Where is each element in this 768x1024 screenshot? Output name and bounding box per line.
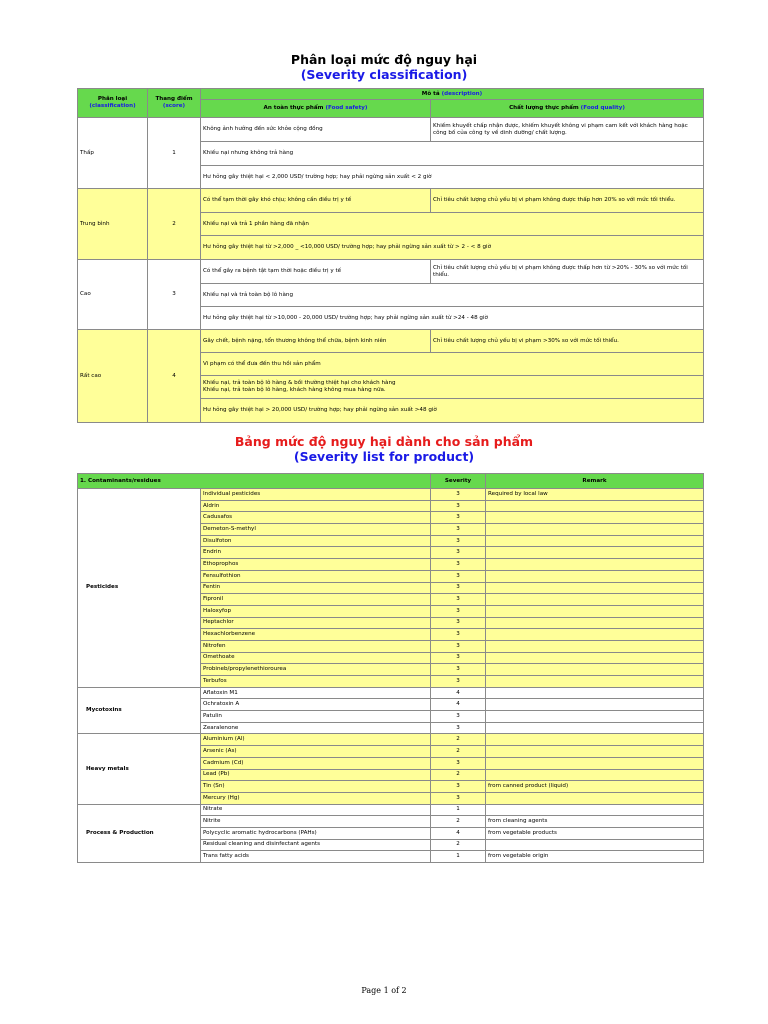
- item-name: Cadusafos: [201, 512, 431, 524]
- item-remark: [486, 734, 704, 746]
- item-name: Ethoprophos: [201, 559, 431, 571]
- item-severity: 3: [431, 676, 486, 688]
- item-name: Residual cleaning and disinfectant agents: [201, 839, 431, 851]
- desc-safety: Không ảnh hưởng đến sức khỏe cộng đồng: [201, 118, 431, 142]
- item-name: Fensulfothion: [201, 570, 431, 582]
- item-name: Nitrofen: [201, 640, 431, 652]
- item-name: Zearalenone: [201, 722, 431, 734]
- item-remark: from cleaning agents: [486, 816, 704, 828]
- item-name: Individual pesticides: [201, 489, 431, 501]
- item-remark: [486, 500, 704, 512]
- item-name: Arsenic (As): [201, 746, 431, 758]
- group-name: Process & Production: [78, 804, 201, 862]
- item-severity: 2: [431, 746, 486, 758]
- desc-quality: Khiếm khuyết chấp nhận được, khiếm khuyết không vi phạm cam kết với khách hàng hoặc công bố của công ty về dinh dưỡng/ chất lượng.: [431, 118, 704, 142]
- item-remark: [486, 722, 704, 734]
- header-severity: Severity: [431, 474, 486, 489]
- item-remark: from vegetable origin: [486, 851, 704, 863]
- item-remark: [486, 687, 704, 699]
- header-score: Thang điểm (score): [148, 89, 201, 118]
- item-remark: [486, 757, 704, 769]
- item-remark: from canned product (liquid): [486, 781, 704, 793]
- item-remark: [486, 804, 704, 816]
- item-name: Demeton-S-methyl: [201, 524, 431, 536]
- header-food-quality: Chất lượng thực phẩm (Food quality): [431, 100, 704, 118]
- item-remark: [486, 640, 704, 652]
- item-severity: 3: [431, 535, 486, 547]
- item-severity: 3: [431, 489, 486, 501]
- item-remark: [486, 652, 704, 664]
- item-name: Heptachlor: [201, 617, 431, 629]
- item-remark: [486, 524, 704, 536]
- item-remark: [486, 664, 704, 676]
- header-classification: Phân loại (classification): [78, 89, 148, 118]
- item-name: Aflatoxin M1: [201, 687, 431, 699]
- item-name: Disulfoton: [201, 535, 431, 547]
- page-footer: Page 1 of 2: [361, 986, 407, 995]
- item-severity: 3: [431, 781, 486, 793]
- item-severity: 3: [431, 582, 486, 594]
- item-severity: 3: [431, 617, 486, 629]
- group-name: Heavy metals: [78, 734, 201, 804]
- severity-classification-table: [77, 88, 704, 423]
- desc-complaint: Khiếu nại nhưng không trả hàng: [201, 142, 704, 166]
- table-row: [78, 734, 704, 746]
- desc-damage: Hư hỏng gây thiệt hại từ >10,000 - 20,000 USD/ trường hợp; hay phải ngừng sản xuất từ >24 - 48 giờ: [201, 307, 704, 330]
- item-remark: [486, 547, 704, 559]
- class-low: Thấp: [78, 118, 148, 189]
- score-low: 1: [148, 118, 201, 189]
- table-row: [78, 489, 704, 501]
- desc-quality: Chỉ tiêu chất lượng chủ yếu bị vi phạm không được thấp hơn từ >20% - 30% so với mức tối thiểu.: [431, 260, 704, 284]
- item-severity: 1: [431, 851, 486, 863]
- class-very-high: Rất cao: [78, 330, 148, 423]
- page-title-en: (Severity classification): [300, 67, 468, 82]
- header-description: Mô tả (description): [201, 89, 704, 100]
- item-name: Aldrin: [201, 500, 431, 512]
- section-title: Bảng mức độ nguy hại dành cho sản phẩm: [234, 434, 534, 449]
- item-remark: [486, 605, 704, 617]
- item-severity: 3: [431, 757, 486, 769]
- item-remark: [486, 512, 704, 524]
- item-severity: 3: [431, 652, 486, 664]
- item-severity: 4: [431, 687, 486, 699]
- desc-quality: Chỉ tiêu chất lượng chủ yếu bị vi phạm >30% so với mức tối thiểu.: [431, 330, 704, 353]
- desc-complaint: Khiếu nại và trả 1 phần hàng đã nhận: [201, 213, 704, 236]
- item-severity: 2: [431, 769, 486, 781]
- group-name: Mycotoxins: [78, 687, 201, 734]
- desc-damage: Hư hỏng gây thiệt hại từ >2,000 _ <10,000 USD/ trường hợp; hay phải ngừng sản xuất từ > 2 - < 8 giờ: [201, 236, 704, 260]
- score-high: 3: [148, 260, 201, 330]
- item-severity: 3: [431, 711, 486, 723]
- desc-safety: Gây chết, bệnh nặng, tổn thương không thể chữa, bệnh kinh niên: [201, 330, 431, 353]
- item-remark: [486, 559, 704, 571]
- item-remark: [486, 570, 704, 582]
- item-name: Patulin: [201, 711, 431, 723]
- item-severity: 3: [431, 570, 486, 582]
- desc-recall: Vi phạm có thể đưa đến thu hồi sản phẩm: [201, 353, 704, 376]
- item-name: Haloxyfop: [201, 605, 431, 617]
- item-name: Polycyclic aromatic hydrocarbons (PAHs): [201, 827, 431, 839]
- table-row: [78, 804, 704, 816]
- table-row: [78, 687, 704, 699]
- item-severity: 3: [431, 547, 486, 559]
- score-very-high: 4: [148, 330, 201, 423]
- item-remark: [486, 617, 704, 629]
- item-severity: 3: [431, 640, 486, 652]
- desc-safety: Có thể gây ra bệnh tật tạm thời hoặc điều trị y tế: [201, 260, 431, 284]
- page-title: Phân loại mức độ nguy hại: [290, 52, 478, 67]
- item-severity: 3: [431, 605, 486, 617]
- desc-complaint: Khiếu nại và trả toàn bộ lô hàng: [201, 284, 704, 307]
- item-remark: [486, 711, 704, 723]
- item-severity: 2: [431, 816, 486, 828]
- item-name: Cadmium (Cd): [201, 757, 431, 769]
- item-name: Lead (Pb): [201, 769, 431, 781]
- item-severity: 3: [431, 512, 486, 524]
- desc-damage: Hư hỏng gây thiệt hại < 2,000 USD/ trường hợp; hay phải ngừng sản xuất < 2 giờ: [201, 166, 704, 189]
- item-name: Fentin: [201, 582, 431, 594]
- item-name: Hexachlorbenzene: [201, 629, 431, 641]
- group-name: Pesticides: [78, 489, 201, 688]
- item-remark: [486, 629, 704, 641]
- item-name: Nitrate: [201, 804, 431, 816]
- item-name: Omethoate: [201, 652, 431, 664]
- item-name: Tin (Sn): [201, 781, 431, 793]
- class-high: Cao: [78, 260, 148, 330]
- item-name: Aluminium (Al): [201, 734, 431, 746]
- item-remark: [486, 699, 704, 711]
- item-severity: 2: [431, 839, 486, 851]
- item-severity: 2: [431, 734, 486, 746]
- desc-complaint: Khiếu nại, trả toàn bộ lô hàng & bồi thường thiệt hại cho khách hàng Khiếu nại, trả toàn bộ lô hàng, khách hàng không mua hàng nữa.: [201, 376, 704, 399]
- item-severity: 3: [431, 792, 486, 804]
- desc-quality: Chỉ tiêu chất lượng chủ yếu bị vi phạm không được thấp hơn 20% so với mức tối thiểu.: [431, 189, 704, 213]
- item-name: Trans fatty acids: [201, 851, 431, 863]
- header-category: 1. Contaminants/residues: [78, 474, 431, 489]
- header-remark: Remark: [486, 474, 704, 489]
- desc-safety: Có thể tạm thời gây khó chịu; không cần điều trị y tế: [201, 189, 431, 213]
- section-title-en: (Severity list for product): [293, 449, 475, 464]
- item-severity: 3: [431, 594, 486, 606]
- item-name: Fipronil: [201, 594, 431, 606]
- item-remark: [486, 792, 704, 804]
- item-severity: 1: [431, 804, 486, 816]
- item-remark: [486, 535, 704, 547]
- item-name: Probineb/propylenethiorourea: [201, 664, 431, 676]
- item-name: Endrin: [201, 547, 431, 559]
- item-name: Nitrite: [201, 816, 431, 828]
- item-remark: [486, 839, 704, 851]
- item-severity: 3: [431, 629, 486, 641]
- item-severity: 3: [431, 500, 486, 512]
- item-severity: 3: [431, 524, 486, 536]
- item-name: Mercury (Hg): [201, 792, 431, 804]
- score-medium: 2: [148, 189, 201, 260]
- item-severity: 3: [431, 722, 486, 734]
- item-severity: 4: [431, 827, 486, 839]
- item-remark: Required by local law: [486, 489, 704, 501]
- item-name: Ochratoxin A: [201, 699, 431, 711]
- item-name: Terbufos: [201, 676, 431, 688]
- item-remark: from vegetable products: [486, 827, 704, 839]
- item-remark: [486, 676, 704, 688]
- item-remark: [486, 769, 704, 781]
- class-medium: Trung bình: [78, 189, 148, 260]
- severity-list-table: [77, 473, 704, 863]
- header-food-safety: An toàn thực phẩm (Food safety): [201, 100, 431, 118]
- item-remark: [486, 582, 704, 594]
- item-remark: [486, 594, 704, 606]
- item-severity: 3: [431, 559, 486, 571]
- item-severity: 4: [431, 699, 486, 711]
- item-remark: [486, 746, 704, 758]
- item-severity: 3: [431, 664, 486, 676]
- desc-damage: Hư hỏng gây thiệt hại > 20,000 USD/ trường hợp; hay phải ngừng sản xuất >48 giờ: [201, 399, 704, 423]
